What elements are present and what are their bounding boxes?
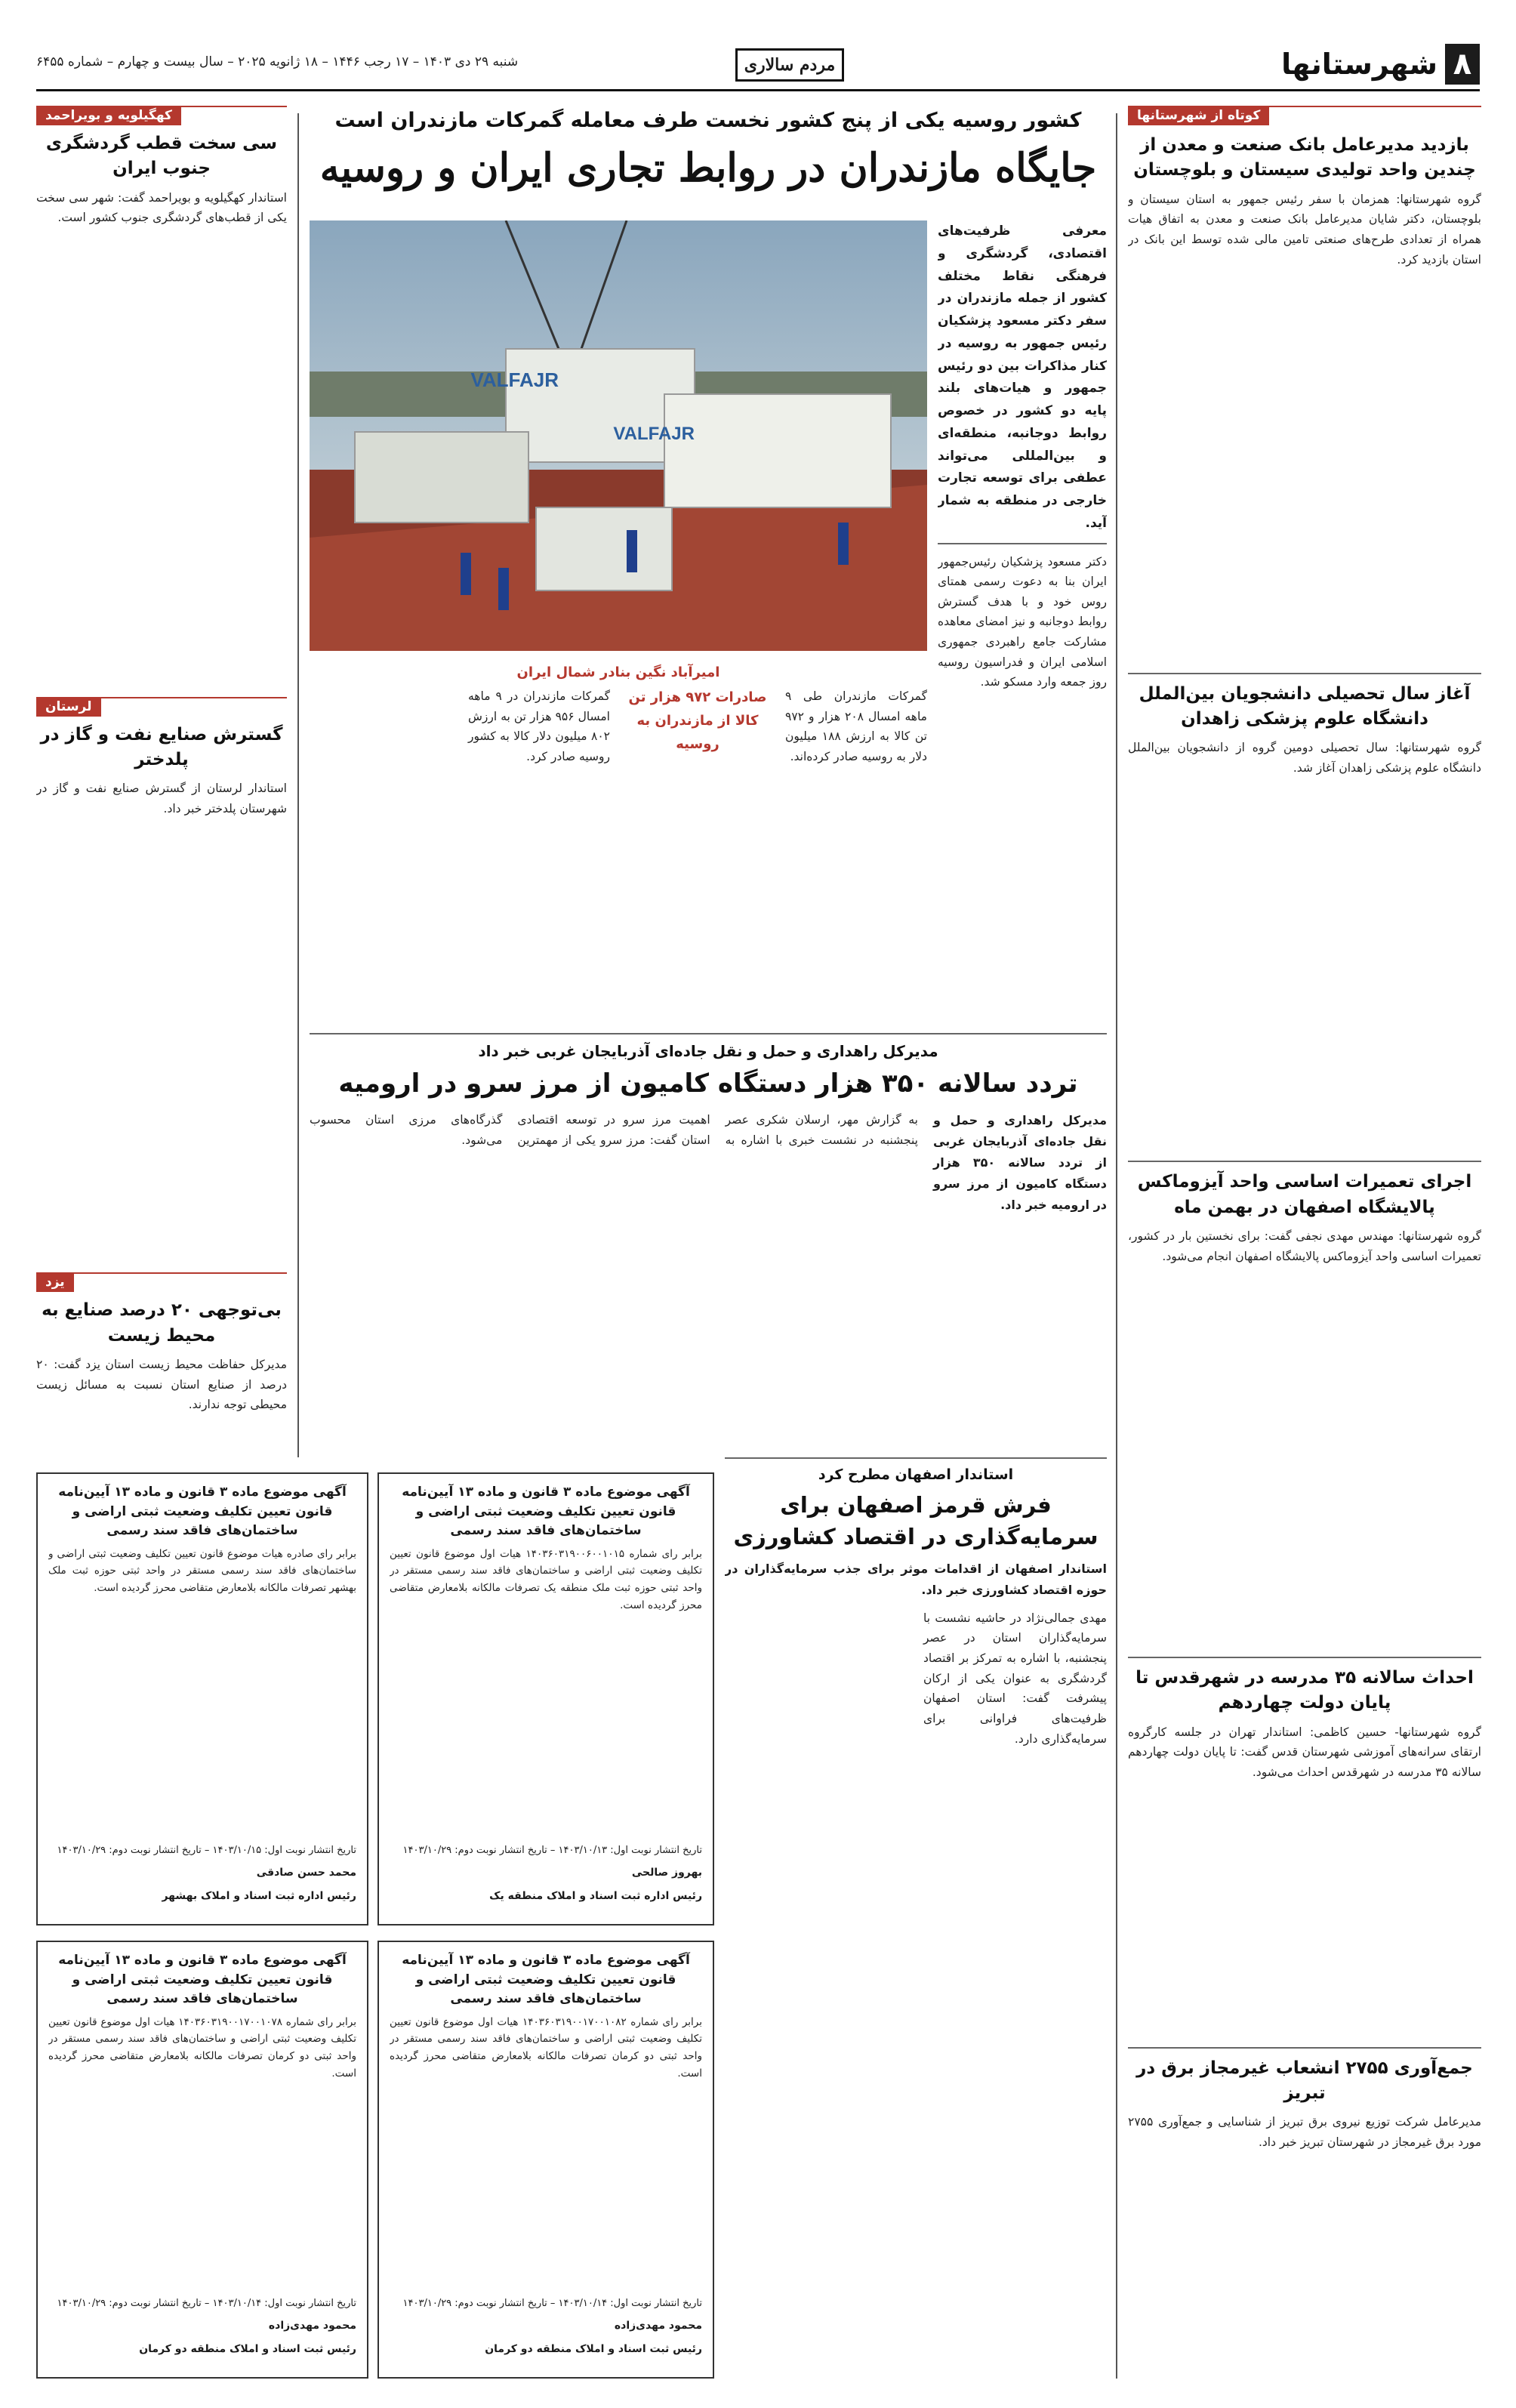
story-headline: اجرای تعمیرات اساسی واحد آیزوماکس پالایشگاه اصفهان در بهمن ماه bbox=[1137, 1172, 1472, 1217]
lead-text: گمرکات مازندران طی ۹ ماهه امسال ۲۰۸ هزار و ۹۷۲ تن کالا به ارزش ۱۸۸ میلیون دلار به روسیه صادر کرده‌اند. bbox=[785, 689, 927, 763]
notice-title: آگهی موضوع ماده ۳ قانون و ماده ۱۳ آیین‌نامه قانون تعیین تکلیف وضعیت ثبتی اراضی و ساختمان‌های فاقد سند رسمی bbox=[402, 1485, 690, 1538]
story-divider bbox=[1128, 2047, 1481, 2049]
lead-kicker: کشور روسیه یکی از پنج کشور نخست طرف معامله گمرکات مازندران است bbox=[334, 109, 1082, 132]
story-headline: بازدید مدیرعامل بانک صنعت و معدن از چندین واحد تولیدی سیستان و بلوچستان bbox=[1133, 135, 1476, 180]
isfahan-story bbox=[725, 1457, 1107, 2379]
story-body bbox=[1128, 1722, 1481, 2040]
story-body bbox=[36, 779, 287, 1262]
story-text: گروه شهرستانها: همزمان با سفر رئیس جمهور به استان سیستان و بلوچستان، دکتر شایان مدیرعامل بانک صنعت و معدن به اتفاق هیات همراه از تعدادی طرح‌های صنعتی تامین مالی شده توسط این بانک در استان بازدید کرد. bbox=[1128, 192, 1481, 267]
story-headline: احداث سالانه ۳۵ مدرسه در شهرقدس تا پایان دولت چهاردهم bbox=[1135, 1668, 1474, 1713]
story-kicker: مدیرکل راهداری و حمل و نقل جاده‌ای آذربایجان غربی خبر داد bbox=[478, 1042, 938, 1060]
story-headline: سی سخت قطب گردشگری جنوب ایران bbox=[45, 134, 278, 179]
lead-intro-column bbox=[938, 220, 1107, 1021]
story-text: مدیرکل حفاظت محیط زیست استان یزد گفت: ۲۰ درصد از صنایع استان نسبت به مسائل زیست محیطی توجه ندارند. bbox=[36, 1358, 287, 1412]
header-rule bbox=[36, 89, 1480, 91]
notice-office: رئیس ثبت اسناد و املاک منطقه دو کرمان bbox=[139, 2342, 356, 2355]
story-divider bbox=[1128, 673, 1481, 674]
section-title bbox=[1281, 44, 1480, 85]
notice-office: رئیس اداره ثبت اسناد و املاک منطقه یک bbox=[489, 1889, 702, 1902]
badge-line bbox=[36, 106, 287, 128]
notice-title: آگهی موضوع ماده ۳ قانون و ماده ۱۳ آیین‌نامه قانون تعیین تکلیف وضعیت ثبتی اراضی و ساختمان‌های فاقد سند رسمی bbox=[402, 1953, 690, 2006]
lead-headline: جایگاه مازندران در روابط تجاری ایران و روسیه bbox=[319, 145, 1097, 192]
notice-dates: تاریخ انتشار نوبت اول: ۱۴۰۳/۱۰/۱۳ – تاریخ انتشار نوبت دوم: ۱۴۰۳/۱۰/۲۹ bbox=[402, 1844, 702, 1856]
dateline: شنبه ۲۹ دی ۱۴۰۳ – ۱۷ رجب ۱۴۴۶ – ۱۸ ژانویه ۲۰۲۵ – سال بیست و چهارم – شماره ۶۴۵۵ bbox=[36, 54, 519, 69]
ship-container-photo bbox=[310, 220, 927, 651]
story-kicker: استاندار اصفهان مطرح کرد bbox=[818, 1466, 1014, 1483]
story-headline: بی‌توجهی ۲۰ درصد صنایع به محیط زیست bbox=[42, 1300, 282, 1346]
container-label: VALFAJR bbox=[613, 424, 695, 444]
story-body bbox=[36, 188, 287, 686]
notice-dates: تاریخ انتشار نوبت اول: ۱۴۰۳/۱۰/۱۵ – تاریخ انتشار نوبت دوم: ۱۴۰۳/۱۰/۲۹ bbox=[57, 1844, 356, 1856]
notice-body: برابر رای شماره ۱۴۰۳۶۰۳۱۹۰۰۶۰۰۱۰۱۵ هیات اول موضوع قانون تعیین تکلیف وضعیت ثبتی اراضی و ساختمان‌های فاقد سند رسمی مستقر در واحد ثبتی حوزه ثبت ملک منطقه یک تصرفات مالکانه بلامعارض متقاضی محرز گردیده است. bbox=[390, 1547, 702, 1612]
section-number: ۸ bbox=[1445, 44, 1480, 85]
story-headline: گسترش صنایع نفت و گاز در پلدختر bbox=[40, 724, 283, 770]
notice-office: رئیس ثبت اسناد و املاک منطقه دو کرمان bbox=[485, 2342, 702, 2355]
lead-headline-block bbox=[310, 106, 1107, 219]
story-body bbox=[725, 1608, 1107, 2333]
legal-notice bbox=[36, 1472, 368, 1925]
column-badge: لرستان bbox=[36, 697, 101, 717]
legal-notice bbox=[36, 1941, 368, 2379]
story-body bbox=[36, 1355, 287, 1457]
story-text: استاندار لرستان از گسترش صنایع نفت و گاز در شهرستان پلدختر خبر داد. bbox=[36, 782, 287, 816]
newspaper-logo: مردم سالاری bbox=[735, 48, 844, 82]
story-headline: جمع‌آوری ۲۷۵۵ انشعاب غیرمجاز برق در تبریز bbox=[1136, 2058, 1473, 2104]
story-headline: تردد سالانه ۳۵۰ هزار دستگاه کامیون از مرز سرو در ارومیه bbox=[338, 1068, 1078, 1099]
story-text: استاندار کهگیلویه و بویراحمد گفت: شهر سی سخت یکی از قطب‌های گردشگری جنوب کشور است. bbox=[36, 190, 287, 225]
story-body bbox=[1128, 190, 1481, 665]
lead-text: گمرکات مازندران در ۹ ماهه امسال ۹۵۶ هزار تن به ارزش ۸۰۲ میلیون دلار کالا به کشور روسیه صادر کرد. bbox=[468, 689, 611, 763]
story-divider bbox=[1128, 1161, 1481, 1162]
column-badge: یزد bbox=[36, 1272, 74, 1292]
column-divider bbox=[1116, 113, 1117, 2379]
column-badge: کوتاه از شهرستانها bbox=[1128, 106, 1269, 125]
story-headline: فرش قرمز اصفهان برای سرمایه‌گذاری در اقتصاد کشاورزی bbox=[733, 1491, 1098, 1549]
notice-signer: محمد حسن صادقی bbox=[256, 1867, 356, 1879]
notice-office: رئیس اداره ثبت اسناد و املاک بهشهر bbox=[162, 1889, 356, 1902]
story-body bbox=[310, 1110, 918, 1216]
notice-signer: محمود مهدی‌زاده bbox=[268, 2320, 356, 2332]
column-divider bbox=[297, 113, 299, 1457]
left-column bbox=[36, 106, 287, 1457]
column-badge: کهگیلویه و بویراحمد bbox=[36, 106, 181, 125]
notice-title: آگهی موضوع ماده ۳ قانون و ماده ۱۳ آیین‌نامه قانون تعیین تکلیف وضعیت ثبتی اراضی و ساختمان‌های فاقد سند رسمی bbox=[58, 1485, 347, 1538]
right-column bbox=[1128, 106, 1481, 2379]
notice-body: برابر رای صادره هیات موضوع قانون تعیین تکلیف وضعیت ثبتی اراضی و ساختمان‌های فاقد سند رسمی مستقر در واحد ثبتی حوزه ثبت ملک بهشهر تصرفات مالکانه بلامعارض متقاضی محرز گردیده است. bbox=[48, 1547, 356, 1595]
lead-body-columns bbox=[310, 658, 927, 1021]
intro-divider bbox=[938, 543, 1107, 544]
story-body bbox=[1128, 1226, 1481, 1649]
story-divider bbox=[1128, 1657, 1481, 1658]
story-body bbox=[1128, 2112, 1481, 2379]
badge-line bbox=[36, 697, 287, 720]
legal-notice bbox=[377, 1941, 714, 2379]
notice-signer: بهروز صالحی bbox=[631, 1867, 702, 1879]
lead-body-2 bbox=[310, 686, 927, 767]
page-header bbox=[36, 44, 1480, 85]
badge-line bbox=[1128, 106, 1481, 128]
notice-body: برابر رای شماره ۱۴۰۳۶۰۳۱۹۰۰۱۷۰۰۱۰۷۸ هیات اول موضوع قانون تعیین تکلیف وضعیت ثبتی اراضی و ساختمان‌های فاقد سند رسمی مستقر در واحد ثبتی دو کرمان تصرفات مالکانه بلامعارض متقاضی محرز گردیده است. bbox=[48, 2015, 356, 2080]
notice-dates: تاریخ انتشار نوبت اول: ۱۴۰۳/۱۰/۱۴ – تاریخ انتشار نوبت دوم: ۱۴۰۳/۱۰/۲۹ bbox=[402, 2297, 702, 2309]
story-body bbox=[1128, 738, 1481, 1153]
container-label: VALFAJR bbox=[470, 368, 559, 391]
story-lead: مدیرکل راهداری و حمل و نقل جاده‌ای آذربایجان غربی از تردد سالانه ۳۵۰ هزار دستگاه کامیون از مرز سرو در ارومیه خبر داد. bbox=[933, 1113, 1107, 1213]
notice-dates: تاریخ انتشار نوبت اول: ۱۴۰۳/۱۰/۱۴ – تاریخ انتشار نوبت دوم: ۱۴۰۳/۱۰/۲۹ bbox=[57, 2297, 356, 2309]
notice-title: آگهی موضوع ماده ۳ قانون و ماده ۱۳ آیین‌نامه قانون تعیین تکلیف وضعیت ثبتی اراضی و ساختمان‌های فاقد سند رسمی bbox=[58, 1953, 347, 2006]
story-lead: استاندار اصفهان از اقدامات موثر برای جذب سرمایه‌گذاران در حوزه اقتصاد کشاورزی خبر داد. bbox=[725, 1561, 1107, 1597]
lead-subheading: امیرآباد نگین بنادر شمال ایران bbox=[516, 664, 720, 680]
lead-photo-container bbox=[310, 220, 927, 651]
story-text: گروه شهرستانها: مهندس مهدی نجفی گفت: برای نخستین بار در کشور، تعمیرات اساسی واحد آیزوماکس پالایشگاه اصفهان انجام می‌شود. bbox=[1128, 1229, 1481, 1263]
lead-body-1: دکتر مسعود پزشکیان رئیس‌جمهور ایران بنا به دعوت رسمی همتای روس خود و با هدف گسترش روابط دوجانبه و نیز امضای معاهده مشارکت جامع راهبردی جمهوری اسلامی ایران و فدراسیون روسیه روز جمعه وارد مسکو شد. bbox=[938, 554, 1107, 689]
story-columns bbox=[310, 1110, 1107, 1216]
notice-signer: محمود مهدی‌زاده bbox=[614, 2320, 702, 2332]
story-text: گروه شهرستانها: سال تحصیلی دومین گروه از دانشجویان بین‌الملل دانشگاه علوم پزشکی زاهدان آغاز شد. bbox=[1128, 741, 1481, 775]
story-text: گروه شهرستانها- حسین کاظمی: استاندار تهران در جلسه کارگروه ارتقای سرانه‌های آموزشی شهرستان قدس گفت: تا پایان دولت چهاردهم سالانه ۳۵ مدرسه در شهرقدس احداث می‌شود. bbox=[1128, 1725, 1481, 1780]
legal-notice bbox=[377, 1472, 714, 1925]
story-headline: آغاز سال تحصیلی دانشجویان بین‌الملل دانشگاه علوم پزشکی زاهدان bbox=[1139, 683, 1471, 729]
section-name: شهرستانها bbox=[1281, 48, 1437, 81]
truck-story bbox=[310, 1033, 1107, 1335]
story-text: مدیرعامل شرکت توزیع نیروی برق تبریز از شناسایی و جمع‌آوری ۲۷۵۵ مورد برق غیرمجاز در شهرستان تبریز خبر داد. bbox=[1128, 2115, 1481, 2150]
lead-intro: معرفی ظرفیت‌های اقتصادی، گردشگری و فرهنگی نقاط مختلف کشور از جمله مازندران در سفر دکتر مسعود پزشکیان رئیس جمهور به روسیه در کنار مذاکرات بین دو رئیس جمهور و هیات‌های بلند پایه دو کشور در خصوص روابط دوجانبه، منطقه‌ای و بین‌المللی می‌تواند عطفی برای توسعه تجارت خارجی در منطقه به شمار آید. bbox=[938, 224, 1107, 531]
notice-body: برابر رای شماره ۱۴۰۳۶۰۳۱۹۰۰۱۷۰۰۱۰۸۲ هیات اول موضوع قانون تعیین تکلیف وضعیت ثبتی اراضی و ساختمان‌های فاقد سند رسمی مستقر در واحد ثبتی دو کرمان تصرفات مالکانه بلامعارض متقاضی محرز گردیده است. bbox=[390, 2015, 702, 2080]
lead-subheading: صادرات ۹۷۲ هزار تن کالا از مازندران به روسیه bbox=[628, 689, 767, 752]
badge-line bbox=[36, 1272, 287, 1295]
story-text: به گزارش مهر، ارسلان شکری عصر پنجشنبه در نشست خبری با اشاره به اهمیت مرز سرو در توسعه اقتصادی استان گفت: مرز سرو یکی از مهمترین گذرگاه‌های مرزی استان محسوب می‌شود. bbox=[310, 1113, 918, 1147]
story-text: مهدی جمالی‌نژاد در حاشیه نشست با سرمایه‌گذاران استان در عصر پنجشنبه، با اشاره به تمرکز بر اقتصاد گردشگری به عنوان یکی از ارکان پیشرفت گفت: استان اصفهان ظرفیت‌های فراوانی برای سرمایه‌گذاری دارد. bbox=[923, 1611, 1107, 1746]
